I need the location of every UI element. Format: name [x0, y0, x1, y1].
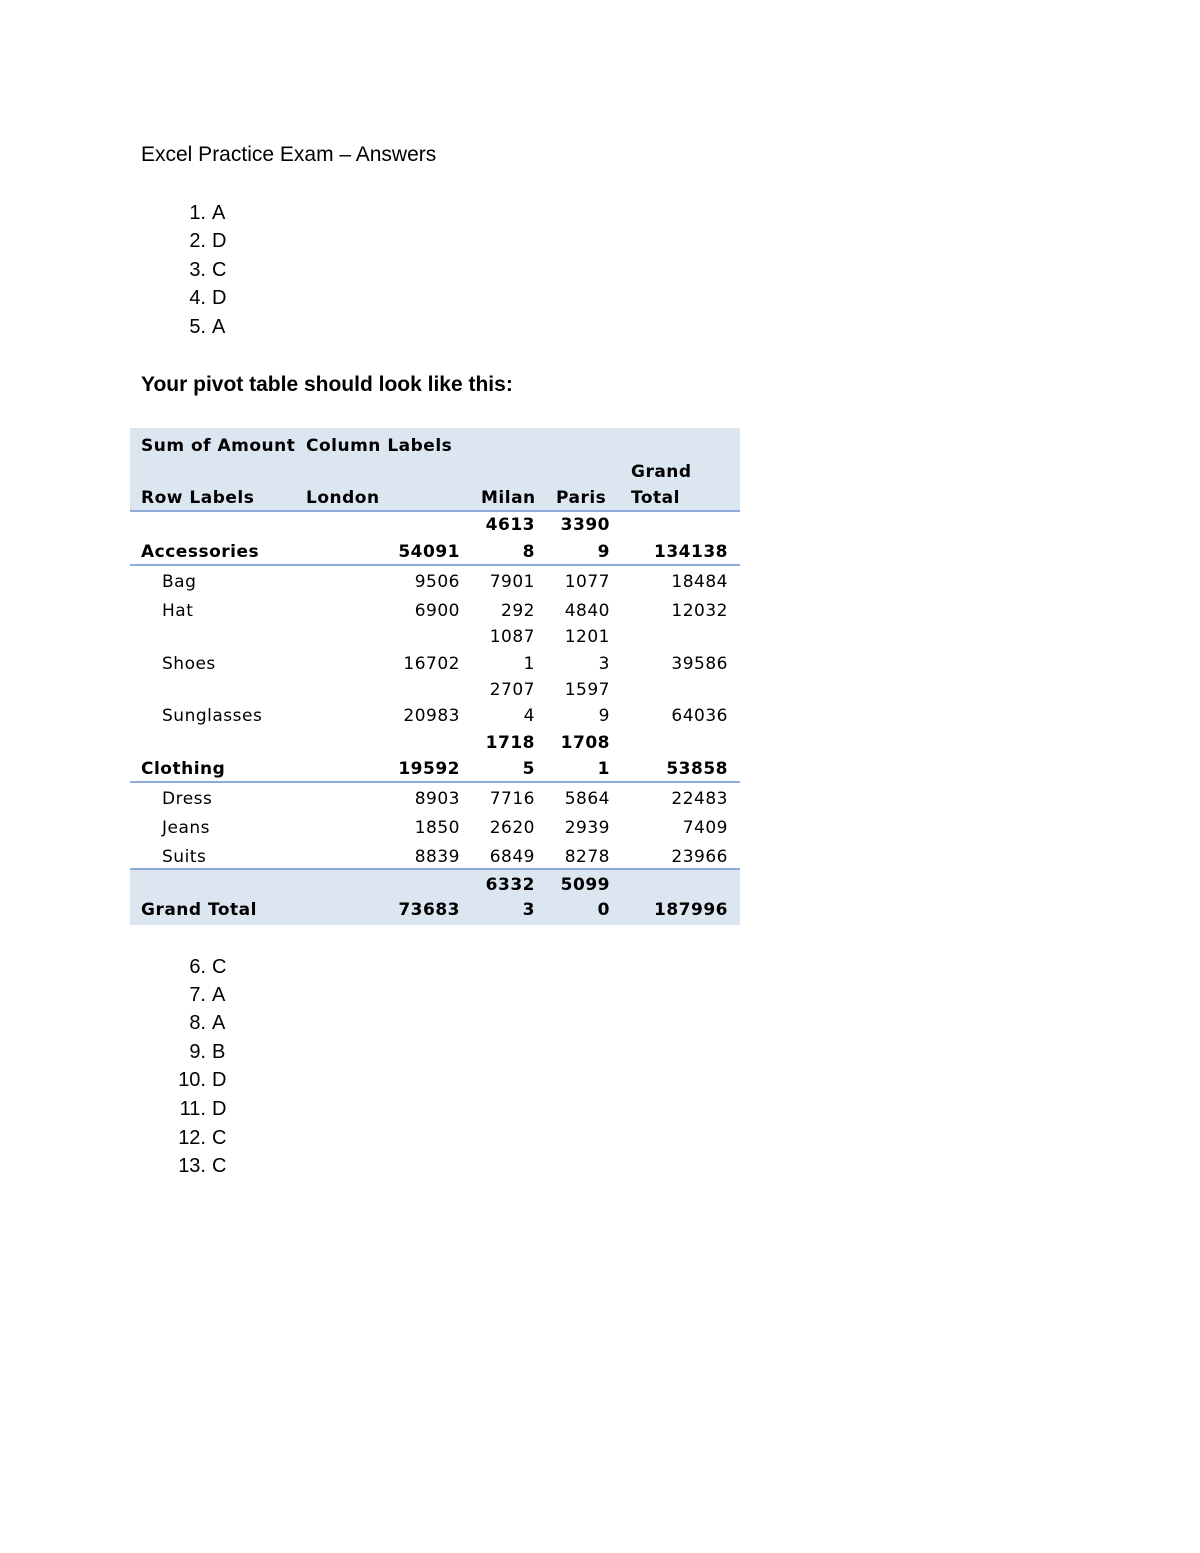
answer-item — [189, 984, 226, 1007]
document-title: Excel Practice Exam – Answers — [141, 143, 437, 166]
milan-header: Milan — [481, 488, 536, 508]
answer-item — [189, 230, 227, 253]
bag-milan: 7901 — [489, 572, 535, 592]
clothing-total: 53858 — [666, 759, 728, 779]
answer-letter: A — [212, 984, 226, 1006]
answer-number: 4. — [189, 287, 206, 309]
dress-milan: 7716 — [489, 789, 535, 809]
answer-number: 7. — [189, 984, 206, 1006]
clothing-rule — [130, 781, 740, 783]
grand-total-header-line2: Total — [631, 488, 680, 508]
answer-letter: A — [212, 1012, 226, 1034]
grandtotal-london: 73683 — [398, 900, 460, 920]
answer-number: 2. — [189, 230, 206, 252]
bag-london: 9506 — [414, 572, 460, 592]
answer-letter: D — [212, 1098, 227, 1120]
answer-number: 8. — [189, 1012, 206, 1034]
clothing-milan-wrap-top: 1718 — [485, 733, 535, 753]
dress-label: Dress — [162, 789, 213, 809]
suits-label: Suits — [162, 847, 207, 867]
grandtotal-total: 187996 — [654, 900, 728, 920]
dress-total: 22483 — [671, 789, 728, 809]
answer-number: 12. — [178, 1127, 206, 1149]
answer-item — [189, 287, 227, 310]
jeans-paris: 2939 — [564, 818, 610, 838]
clothing-milan-wrap-bottom: 5 — [522, 759, 535, 779]
answer-letter: A — [212, 316, 226, 338]
sunglasses-paris-wrap-top: 1597 — [564, 680, 610, 700]
bag-total: 18484 — [671, 572, 728, 592]
suits-total: 23966 — [671, 847, 728, 867]
answer-number: 10. — [178, 1069, 206, 1091]
shoes-label: Shoes — [162, 654, 216, 674]
answer-letter: C — [212, 956, 227, 978]
london-header: London — [306, 488, 380, 508]
sunglasses-total: 64036 — [671, 706, 728, 726]
grandtotal-milan-wrap-bottom: 3 — [522, 900, 535, 920]
dress-london: 8903 — [414, 789, 460, 809]
suits-london: 8839 — [414, 847, 460, 867]
shoes-london: 16702 — [403, 654, 460, 674]
shoes-paris-wrap-bottom: 3 — [598, 654, 610, 674]
suits-paris: 8278 — [564, 847, 610, 867]
answer-letter: C — [212, 259, 227, 281]
answer-item — [178, 1155, 227, 1178]
accessories-rule — [130, 564, 740, 566]
accessories-london: 54091 — [398, 542, 460, 562]
grandtotal-paris-wrap-bottom: 0 — [597, 900, 610, 920]
grandtotal-label: Grand Total — [141, 900, 257, 920]
row-labels-header: Row Labels — [141, 488, 255, 508]
answer-item — [178, 1069, 227, 1092]
sunglasses-label: Sunglasses — [162, 706, 263, 726]
accessories-paris-wrap-bottom: 9 — [597, 542, 610, 562]
shoes-milan-wrap-top: 1087 — [489, 627, 535, 647]
answer-letter: D — [212, 287, 227, 309]
clothing-label: Clothing — [141, 759, 226, 779]
column-labels-header: Column Labels — [306, 436, 453, 456]
grandtotal-milan-wrap-top: 6332 — [485, 875, 535, 895]
jeans-label: Jeans — [162, 818, 211, 838]
suits-milan: 6849 — [489, 847, 535, 867]
answer-number: 5. — [189, 316, 206, 338]
sum-of-amount-label: Sum of Amount — [141, 436, 296, 456]
pivot-intro-text: Your pivot table should look like this: — [141, 373, 513, 396]
header-rule — [130, 510, 740, 512]
jeans-total: 7409 — [682, 818, 728, 838]
hat-total: 12032 — [671, 601, 728, 621]
answer-number: 13. — [178, 1155, 206, 1177]
grandtotal-rule — [130, 868, 740, 870]
sunglasses-london: 20983 — [403, 706, 460, 726]
sunglasses-paris-wrap-bottom: 9 — [598, 706, 610, 726]
grandtotal-paris-wrap-top: 5099 — [560, 875, 610, 895]
accessories-label: Accessories — [141, 542, 260, 562]
accessories-total: 134138 — [654, 542, 728, 562]
answer-letter: D — [212, 230, 227, 252]
accessories-paris-wrap-top: 3390 — [560, 515, 610, 535]
clothing-paris-wrap-top: 1708 — [560, 733, 610, 753]
accessories-milan-wrap-bottom: 8 — [522, 542, 535, 562]
dress-paris: 5864 — [564, 789, 610, 809]
grand-total-header-line1: Grand — [631, 462, 692, 482]
answer-letter: D — [212, 1069, 227, 1091]
answer-number: 3. — [189, 259, 206, 281]
answer-letter: C — [212, 1155, 227, 1177]
hat-london: 6900 — [414, 601, 460, 621]
bag-paris: 1077 — [564, 572, 610, 592]
answer-item — [189, 316, 226, 339]
answer-item — [189, 1041, 226, 1064]
answer-number: 9. — [189, 1041, 206, 1063]
answer-item — [189, 202, 226, 225]
answer-number: 1. — [189, 202, 206, 224]
pivot-table — [130, 428, 740, 925]
answer-letter: B — [212, 1041, 226, 1063]
answer-item — [179, 1098, 227, 1121]
answer-item — [189, 259, 227, 282]
paris-header: Paris — [556, 488, 607, 508]
answer-item — [189, 1012, 226, 1035]
sunglasses-milan-wrap-top: 2707 — [489, 680, 535, 700]
shoes-total: 39586 — [671, 654, 728, 674]
hat-milan: 292 — [501, 601, 535, 621]
hat-paris: 4840 — [564, 601, 610, 621]
accessories-milan-wrap-top: 4613 — [485, 515, 535, 535]
answer-number: 6. — [189, 956, 206, 978]
clothing-london: 19592 — [398, 759, 460, 779]
bag-label: Bag — [162, 572, 197, 592]
answer-letter: C — [212, 1127, 227, 1149]
jeans-milan: 2620 — [489, 818, 535, 838]
hat-label: Hat — [162, 601, 194, 621]
jeans-london: 1850 — [414, 818, 460, 838]
shoes-paris-wrap-top: 1201 — [564, 627, 610, 647]
answer-letter: A — [212, 202, 226, 224]
sunglasses-milan-wrap-bottom: 4 — [523, 706, 535, 726]
answer-item — [189, 956, 227, 979]
answer-item — [178, 1127, 227, 1150]
shoes-milan-wrap-bottom: 1 — [523, 654, 535, 674]
answer-number: 11. — [179, 1098, 206, 1120]
clothing-paris-wrap-bottom: 1 — [597, 759, 610, 779]
